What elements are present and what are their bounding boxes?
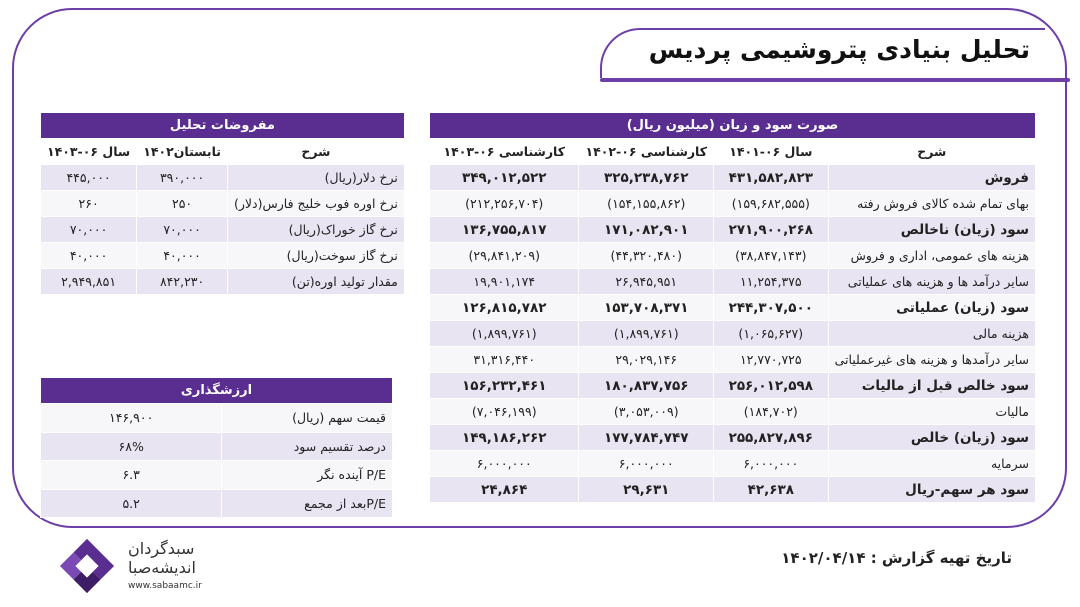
row-label: مقدار تولید اوره(تن): [227, 269, 404, 295]
table-row: [41, 461, 393, 490]
table-row: [41, 489, 393, 518]
report-date: تاریخ تهیه گزارش : ۱۴۰۲/۰۴/۱۴: [781, 549, 1012, 567]
row-label: مالیات: [828, 399, 1035, 425]
cell-value: ۶۸%: [41, 432, 222, 461]
cell-value: ۳۲۵,۲۳۸,۷۶۲: [579, 165, 714, 191]
cell-value: ۴۴۵,۰۰۰: [41, 165, 137, 191]
page-title: تحلیل بنیادی پتروشیمی پردیس: [648, 35, 1030, 64]
table-row: [430, 399, 1036, 425]
valuation-title: ارزشگذاری: [41, 378, 393, 404]
cell-value: ۲۴,۸۶۴: [430, 477, 579, 503]
table-row: [430, 295, 1036, 321]
row-label: سرمایه: [828, 451, 1035, 477]
row-label: درصد تقسیم سود: [222, 432, 393, 461]
logo-mark-icon: [58, 537, 116, 595]
cell-value: ۶,۰۰۰,۰۰۰: [579, 451, 714, 477]
cell-value: ۳۴۹,۰۱۲,۵۲۲: [430, 165, 579, 191]
cell-value: ۶,۰۰۰,۰۰۰: [714, 451, 829, 477]
cell-value: ۱۷۷,۷۸۴,۷۴۷: [579, 425, 714, 451]
cell-value: ۲۷۱,۹۰۰,۲۶۸: [714, 217, 829, 243]
column-header: شرح: [828, 139, 1035, 165]
cell-value: ۲,۹۴۹,۸۵۱: [41, 269, 137, 295]
cell-value: ۱۳۶,۷۵۵,۸۱۷: [430, 217, 579, 243]
row-label: سود هر سهم-ریال: [828, 477, 1035, 503]
row-label: سود (زیان) ناخالص: [828, 217, 1035, 243]
cell-value: ۶,۰۰۰,۰۰۰: [430, 451, 579, 477]
cell-value: ۷۰,۰۰۰: [137, 217, 228, 243]
cell-value: (۱,۸۹۹,۷۶۱): [430, 321, 579, 347]
table-row: [430, 347, 1036, 373]
cell-value: ۵.۲: [41, 489, 222, 518]
income-statement-title: صورت سود و زیان (میلیون ریال): [430, 113, 1036, 139]
row-label: سایر درآمدها و هزینه های غیرعملیاتی: [828, 347, 1035, 373]
cell-value: ۱۷۱,۰۸۲,۹۰۱: [579, 217, 714, 243]
cell-value: ۴۰,۰۰۰: [137, 243, 228, 269]
cell-value: ۴۲,۶۳۸: [714, 477, 829, 503]
row-label: نرخ گاز سوخت(ریال): [227, 243, 404, 269]
cell-value: ۱۲,۷۷۰,۷۲۵: [714, 347, 829, 373]
table-row: [430, 321, 1036, 347]
table-row: [430, 451, 1036, 477]
row-label: P/E آینده نگر: [222, 461, 393, 490]
row-label: فروش: [828, 165, 1035, 191]
table-row: [41, 165, 405, 191]
column-header: سال ۰۶-۱۴۰۱: [714, 139, 829, 165]
cell-value: ۱۹,۹۰۱,۱۷۴: [430, 269, 579, 295]
cell-value: ۱۱,۲۵۴,۳۷۵: [714, 269, 829, 295]
column-header: تابستان۱۴۰۲: [137, 139, 228, 165]
logo-name-line1: سبدگردان: [128, 539, 195, 558]
cell-value: (۱۵۹,۶۸۲,۵۵۵): [714, 191, 829, 217]
table-row: [41, 243, 405, 269]
table-row: [41, 269, 405, 295]
cell-value: ۲۴۴,۳۰۷,۵۰۰: [714, 295, 829, 321]
cell-value: ۱۴۹,۱۸۶,۲۶۲: [430, 425, 579, 451]
cell-value: ۲۶۰: [41, 191, 137, 217]
cell-value: ۲۹,۶۳۱: [579, 477, 714, 503]
table-row: [430, 243, 1036, 269]
table-row: [430, 165, 1036, 191]
assumptions-title: مفروضات تحلیل: [41, 113, 405, 139]
assumptions-table: [40, 112, 405, 295]
cell-value: (۲۹,۸۴۱,۲۰۹): [430, 243, 579, 269]
row-label: نرخ اوره فوب خلیج فارس(دلار): [227, 191, 404, 217]
cell-value: ۲۵۰: [137, 191, 228, 217]
cell-value: ۷۰,۰۰۰: [41, 217, 137, 243]
cell-value: (۱۵۴,۱۵۵,۸۶۲): [579, 191, 714, 217]
row-label: قیمت سهم (ریال): [222, 404, 393, 433]
row-label: سایر درآمد ها و هزینه های عملیاتی: [828, 269, 1035, 295]
row-label: نرخ گاز خوراک(ریال): [227, 217, 404, 243]
cell-value: ۴۰,۰۰۰: [41, 243, 137, 269]
cell-value: (۳۸,۸۴۷,۱۴۳): [714, 243, 829, 269]
cell-value: ۱۲۶,۸۱۵,۷۸۲: [430, 295, 579, 321]
cell-value: ۴۳۱,۵۸۲,۸۲۳: [714, 165, 829, 191]
cell-value: ۳۱,۳۱۶,۴۴۰: [430, 347, 579, 373]
cell-value: ۲۹,۰۲۹,۱۴۶: [579, 347, 714, 373]
cell-value: (۲۱۲,۲۵۶,۷۰۴): [430, 191, 579, 217]
cell-value: (۳,۰۵۳,۰۰۹): [579, 399, 714, 425]
table-row: [41, 191, 405, 217]
cell-value: ۱۵۳,۷۰۸,۳۷۱: [579, 295, 714, 321]
cell-value: (۱,۸۹۹,۷۶۱): [579, 321, 714, 347]
column-header: کارشناسی ۰۶-۱۴۰۳: [430, 139, 579, 165]
cell-value: ۱۸۰,۸۳۷,۷۵۶: [579, 373, 714, 399]
income-statement-table: [429, 112, 1036, 503]
table-row: [430, 477, 1036, 503]
row-label: سود خالص قبل از مالیات: [828, 373, 1035, 399]
table-row: [41, 404, 393, 433]
row-label: سود (زیان) عملیاتی: [828, 295, 1035, 321]
table-row: [430, 373, 1036, 399]
row-label: سود (زیان) خالص: [828, 425, 1035, 451]
column-header: کارشناسی ۰۶-۱۴۰۲: [579, 139, 714, 165]
cell-value: ۲۵۵,۸۲۷,۸۹۶: [714, 425, 829, 451]
table-row: [430, 425, 1036, 451]
cell-value: (۱,۰۶۵,۶۲۷): [714, 321, 829, 347]
cell-value: (۴۴,۳۲۰,۴۸۰): [579, 243, 714, 269]
cell-value: (۱۸۴,۷۰۲): [714, 399, 829, 425]
cell-value: ۶.۳: [41, 461, 222, 490]
row-label: نرخ دلار(ریال): [227, 165, 404, 191]
valuation-table: [40, 377, 393, 518]
row-label: بهای تمام شده کالای فروش رفته: [828, 191, 1035, 217]
cell-value: ۸۴۲,۲۳۰: [137, 269, 228, 295]
company-logo: [58, 533, 218, 599]
cell-value: ۲۵۶,۰۱۲,۵۹۸: [714, 373, 829, 399]
title-underline: [600, 78, 1070, 82]
logo-name-line2: اندیشه‌صبا: [128, 558, 196, 577]
cell-value: (۷,۰۴۶,۱۹۹): [430, 399, 579, 425]
cell-value: ۱۴۶,۹۰۰: [41, 404, 222, 433]
table-row: [430, 217, 1036, 243]
row-label: هزینه مالی: [828, 321, 1035, 347]
row-label: P/Eبعد از مجمع: [222, 489, 393, 518]
table-row: [41, 217, 405, 243]
column-header: سال ۰۶-۱۴۰۳: [41, 139, 137, 165]
table-row: [430, 191, 1036, 217]
table-row: [430, 269, 1036, 295]
cell-value: ۱۵۶,۲۳۲,۴۶۱: [430, 373, 579, 399]
row-label: هزینه های عمومی، اداری و فروش: [828, 243, 1035, 269]
logo-url[interactable]: www.sabaamc.ir: [128, 581, 202, 591]
cell-value: ۲۶,۹۴۵,۹۵۱: [579, 269, 714, 295]
cell-value: ۳۹۰,۰۰۰: [137, 165, 228, 191]
column-header: شرح: [227, 139, 404, 165]
table-row: [41, 432, 393, 461]
